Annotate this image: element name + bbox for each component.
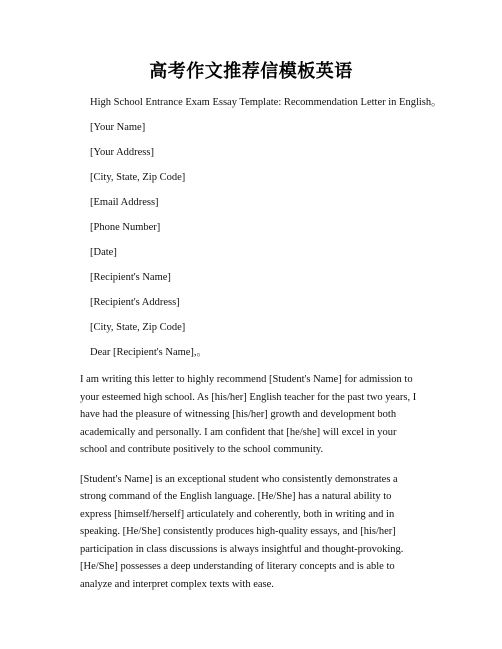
recipient-address-line: [Recipient's Address] [90,297,180,308]
date-line: [Date] [90,247,117,258]
paragraph-1: I am writing this letter to highly recommend [Student's Name] for admission to your esteemed high school. As [his/her] English teacher for the past two years, I have had the pleasure of witnessing [his/her] growth and development both academically and personally. I am confident that [he/she] will excel in your school and contribute positively to the school community. [80,374,417,455]
phone-line: [Phone Number] [90,222,161,233]
paragraph-2: [Student's Name] is an exceptional student who consistently demonstrates a strong command of the English language. [He/She] has a natural ability to express [himself/herself] articulately and coherently, both in writing and in speaking. [He/She] consistently produces high-quality essays, and [his/her] participation in class discussions is always insightful and thought-provoking. [He/She] possesses a deep understanding of literary concepts and is able to analyze and interpret complex texts with ease. [80,473,404,590]
recipient-city-line: [City, State, Zip Code] [90,322,186,333]
paragraphs [80,371,425,593]
document-title: 高考作文推荐信模板英语 [149,61,353,82]
salutation-line: Dear [Recipient's Name],。 [90,347,208,358]
recipient-name-line: [Recipient's Name] [90,272,171,283]
letter-body [80,96,442,605]
email-line: [Email Address] [90,197,159,208]
your-address-line: [Your Address] [90,147,154,158]
city-state-zip-line: [City, State, Zip Code] [90,172,186,183]
intro-line: High School Entrance Exam Essay Template: Recommendation Letter in English。 [90,97,442,108]
your-name-line: [Your Name] [90,122,146,133]
